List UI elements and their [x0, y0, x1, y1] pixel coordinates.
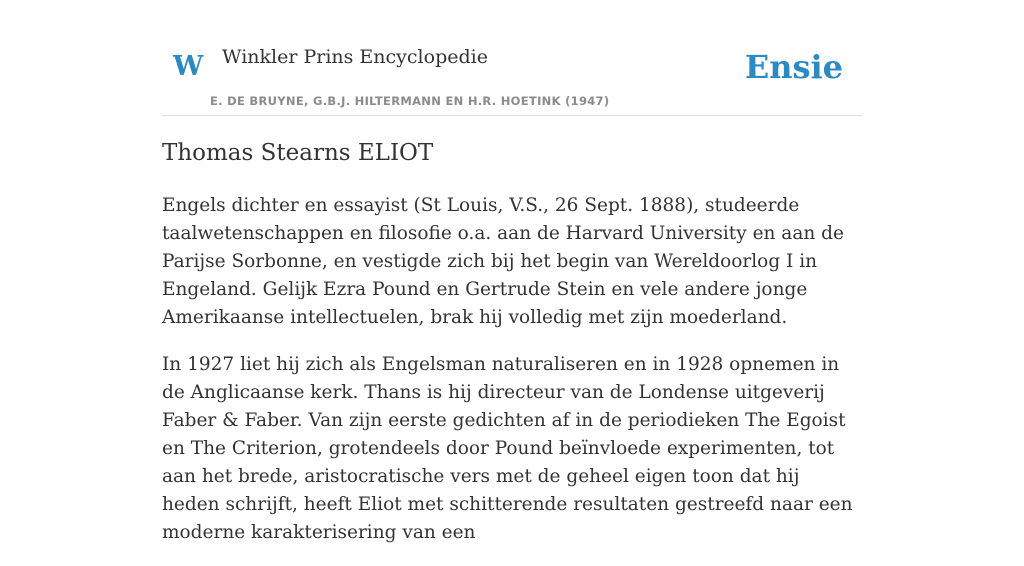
article-paragraph: Engels dichter en essayist (St Louis, V.S., 26 Sept. 1888), studeerde taalwetenschappen en filosofie o.a. aan de Harvard University en aan de Parijse Sorbonne, en vestigde zich bij het begin van Wereldoorlog I in Engeland. Gelijk Ezra Pound en Gertrude Stein en vele andere jonge Amerikaanse intellectuelen, brak hij volledig met zijn moederland.	[162, 195, 844, 328]
article-body	[162, 192, 862, 566]
ensie-logo[interactable]: Ensie	[744, 48, 843, 86]
header	[162, 0, 862, 116]
article-paragraph: In 1927 liet hij zich als Engelsman naturaliseren en in 1928 opnemen in de Anglicaanse kerk. Thans is hij directeur van de Londense uitgeverij Faber & Faber. Van zijn eerste gedichten af in de periodieken The Egoist en The Criterion, grotendeels door Pound beïnvloede experimenten, tot aan het brede, aristocratische vers met de geheel eigen toon dat hij heden schrijft, heeft Eliot met schitterende resultaten gestreefd naar een moderne karakterisering van een	[162, 354, 853, 543]
publication-title[interactable]: Winkler Prins Encyclopedie	[222, 46, 488, 68]
article-title: Thomas Stearns ELIOT	[162, 140, 434, 166]
publication-authors: E. DE BRUYNE, G.B.J. HILTERMANN EN H.R. HOETINK (1947)	[210, 94, 610, 108]
publication-logo[interactable]: W	[173, 51, 204, 82]
